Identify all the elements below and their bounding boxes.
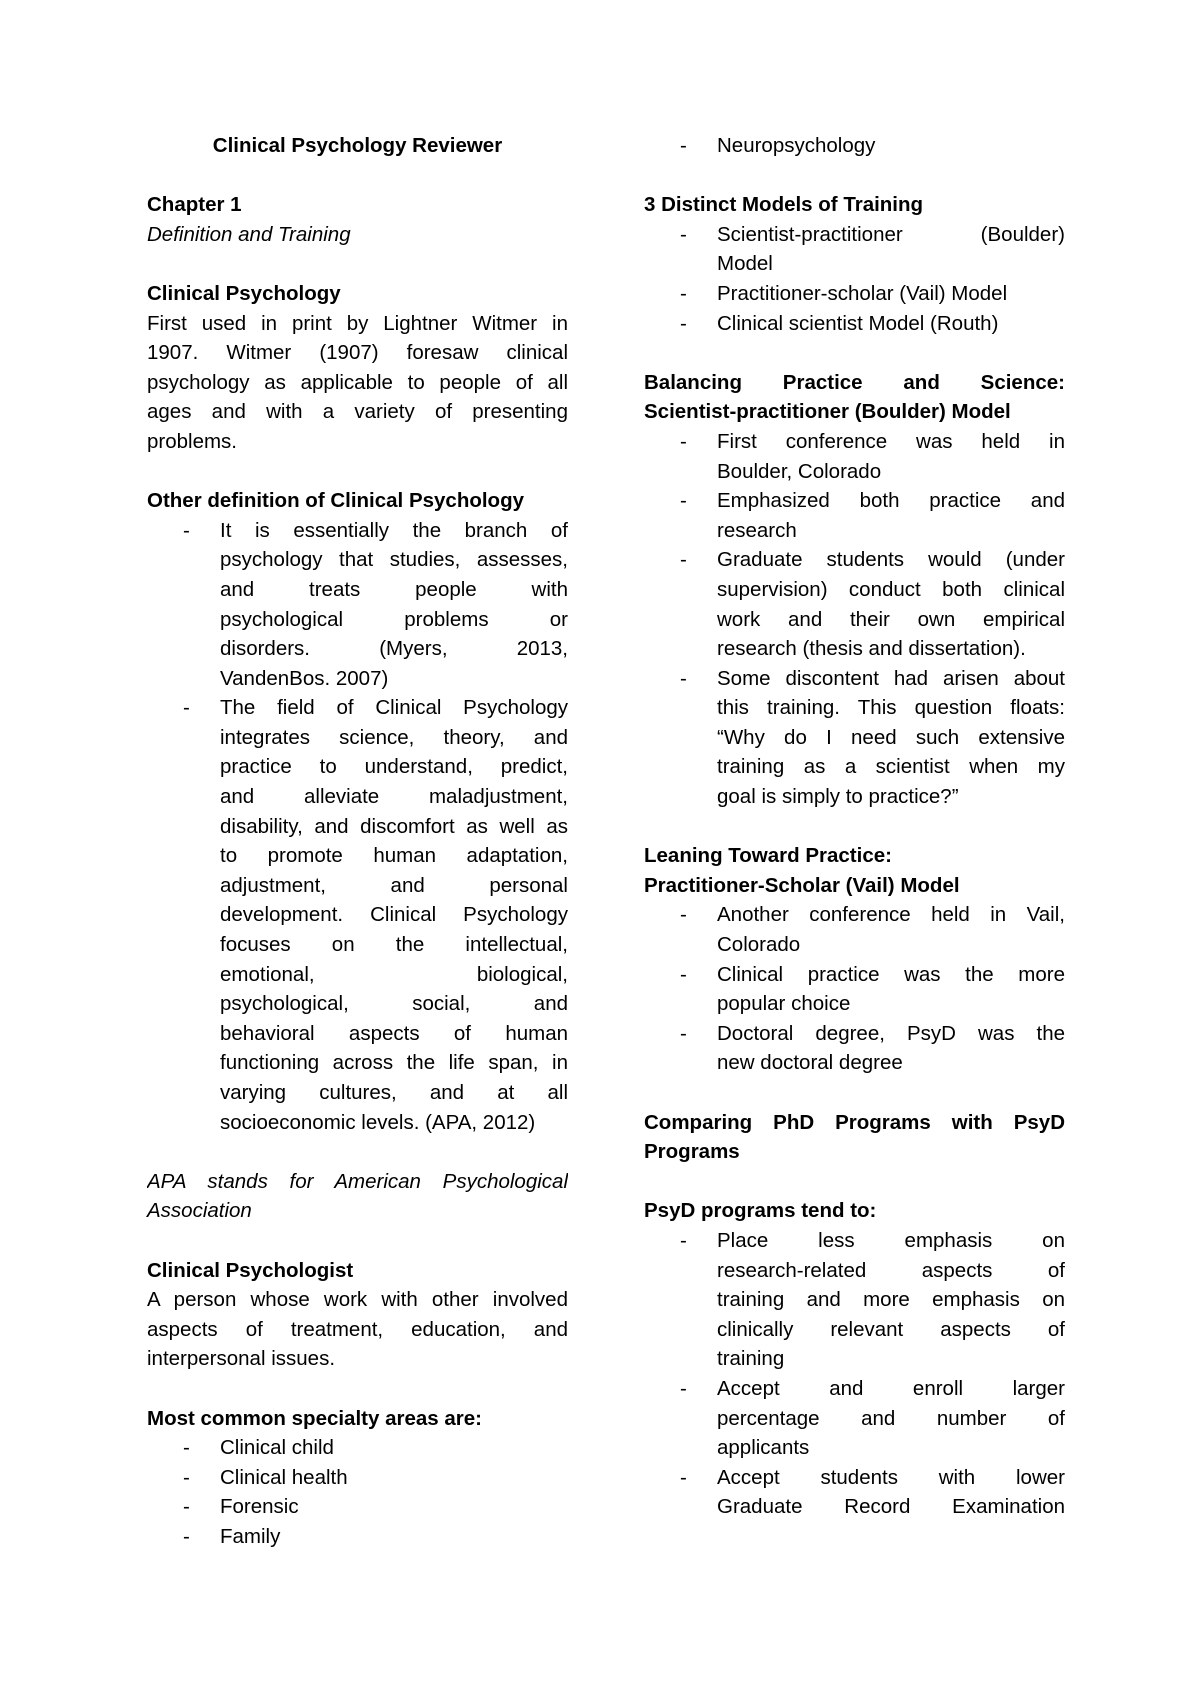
list-item-continued: popular choice xyxy=(717,992,851,1016)
list-item-continued: new doctoral degree xyxy=(717,1051,903,1075)
list-item-continued: emotional, biological, xyxy=(220,962,568,986)
bullet-dash: - xyxy=(183,1524,190,1548)
list-item-continued: socioeconomic levels. (APA, 2012) xyxy=(220,1110,536,1134)
apa-note-line: Association xyxy=(147,1199,252,1223)
list-item-continued: psychological, social, and xyxy=(220,992,568,1016)
section-heading: 3 Distinct Models of Training xyxy=(644,193,924,217)
list-item-continued: percentage and number of xyxy=(717,1406,1065,1430)
list-item: - Place less emphasis on xyxy=(644,1226,1065,1256)
bullet-dash: - xyxy=(680,281,687,305)
paragraph-line: interpersonal issues. xyxy=(147,1347,336,1371)
section-heading: Comparing PhD Programs with PsyD xyxy=(644,1110,1065,1134)
chapter-subtitle: Definition and Training xyxy=(147,222,351,246)
list-item-continued: training as a scientist when my xyxy=(717,755,1065,779)
list-item-continued: psychology that studies, assesses, xyxy=(220,548,568,572)
section-heading: Most common specialty areas are: xyxy=(147,1406,482,1430)
list-item-continued: goal is simply to practice?” xyxy=(717,785,959,809)
list-item: - The field of Clinical Psychology xyxy=(147,693,568,723)
bullet-dash: - xyxy=(680,1376,687,1400)
list-item-continued: behavioral aspects of human xyxy=(220,1021,568,1045)
section-heading: Clinical Psychology xyxy=(147,281,341,305)
list-item-continued: VandenBos. 2007) xyxy=(220,666,389,690)
list-item-continued: and treats people with xyxy=(220,577,568,601)
list-item-continued: to promote human adaptation, xyxy=(220,844,568,868)
list-item-continued: “Why do I need such extensive xyxy=(717,725,1065,749)
right-column xyxy=(644,131,1065,1522)
list-item-continued: supervision) conduct both clinical xyxy=(717,577,1065,601)
list-item-continued: focuses on the intellectual, xyxy=(220,933,568,957)
list-item: - Accept students with lower xyxy=(644,1463,1065,1493)
bullet-dash: - xyxy=(680,134,687,157)
bullet-dash: - xyxy=(680,489,687,513)
list-item: - Family xyxy=(147,1522,568,1552)
bullet-dash: - xyxy=(680,1228,687,1252)
list-item: - Clinical child xyxy=(147,1433,568,1463)
bullet-dash: - xyxy=(183,1465,190,1489)
bullet-dash: - xyxy=(680,429,687,453)
list-item-continued: psychological problems or xyxy=(220,607,568,631)
apa-note-line: APA stands for American Psychological xyxy=(147,1169,568,1193)
paragraph-line: problems. xyxy=(147,429,238,453)
list-item-continued: Graduate Record Examination xyxy=(717,1495,1065,1519)
list-item-continued: functioning across the life span, in xyxy=(220,1051,568,1075)
document-title: Clinical Psychology Reviewer xyxy=(212,134,503,157)
list-item-continued: research-related aspects of xyxy=(717,1258,1065,1282)
list-item: - Accept and enroll larger xyxy=(644,1374,1065,1404)
list-item: - Some discontent had arisen about xyxy=(644,664,1065,694)
list-item: - Another conference held in Vail, xyxy=(644,900,1065,930)
bullet-dash: - xyxy=(183,696,190,720)
list-item: - First conference was held in xyxy=(644,427,1065,457)
bullet-dash: - xyxy=(680,548,687,572)
list-item: - Neuropsychology xyxy=(644,131,1065,161)
bullet-dash: - xyxy=(680,222,687,246)
bullet-dash: - xyxy=(680,1021,687,1045)
paragraph-line: A person whose work with other involved xyxy=(147,1288,568,1312)
list-item-continued: clinically relevant aspects of xyxy=(717,1317,1065,1341)
list-item: - Forensic xyxy=(147,1492,568,1522)
list-item-continued: adjustment, and personal xyxy=(220,873,568,897)
list-item-continued: training xyxy=(717,1347,785,1371)
list-item: - Emphasized both practice and xyxy=(644,486,1065,516)
section-heading: Programs xyxy=(644,1140,740,1164)
list-item: - Clinical health xyxy=(147,1463,568,1493)
list-item-continued: training and more emphasis on xyxy=(717,1288,1065,1312)
list-item-continued: development. Clinical Psychology xyxy=(220,903,568,927)
bullet-dash: - xyxy=(183,1436,190,1460)
section-heading: Leaning Toward Practice: xyxy=(644,844,892,868)
bullet-dash: - xyxy=(183,518,190,542)
list-item: - Graduate students would (under xyxy=(644,545,1065,575)
list-item-continued: applicants xyxy=(717,1436,810,1460)
section-heading: Practitioner-Scholar (Vail) Model xyxy=(644,873,960,897)
bullet-dash: - xyxy=(680,903,687,927)
list-item: - It is essentially the branch of xyxy=(147,516,568,546)
list-item-continued: research (thesis and dissertation). xyxy=(717,637,1026,661)
bullet-dash: - xyxy=(680,311,687,335)
paragraph-line: psychology as applicable to people of all xyxy=(147,370,568,394)
left-column xyxy=(147,131,568,1552)
list-item-continued: and alleviate maladjustment, xyxy=(220,785,568,809)
list-item: - Practitioner-scholar (Vail) Model xyxy=(644,279,1065,309)
list-item-continued: integrates science, theory, and xyxy=(220,725,568,749)
list-item-continued: Colorado xyxy=(717,933,801,957)
list-item-continued: work and their own empirical xyxy=(717,607,1065,631)
list-item-continued: varying cultures, and at all xyxy=(220,1081,568,1104)
section-heading: Clinical Psychologist xyxy=(147,1258,354,1282)
bullet-dash: - xyxy=(680,962,687,986)
list-item: - Doctoral degree, PsyD was the xyxy=(644,1019,1065,1049)
list-item-continued: Model xyxy=(717,252,773,276)
chapter-heading: Chapter 1 xyxy=(147,193,242,217)
paragraph-line: aspects of treatment, education, and xyxy=(147,1317,568,1341)
list-item-continued: research xyxy=(717,518,797,542)
paragraph-line: First used in print by Lightner Witmer in xyxy=(147,311,568,335)
bullet-dash: - xyxy=(183,1495,190,1519)
section-heading: PsyD programs tend to: xyxy=(644,1199,877,1223)
bullet-dash: - xyxy=(680,1465,687,1489)
list-item: - Scientist-practitioner (Boulder) xyxy=(644,220,1065,250)
section-heading: Scientist-practitioner (Boulder) Model xyxy=(644,400,1011,424)
list-item: - Clinical practice was the more xyxy=(644,960,1065,990)
list-item: - Clinical scientist Model (Routh) xyxy=(644,309,1065,339)
list-item-continued: Boulder, Colorado xyxy=(717,459,882,483)
paragraph-line: 1907. Witmer (1907) foresaw clinical xyxy=(147,341,568,365)
section-heading: Other definition of Clinical Psychology xyxy=(147,489,525,513)
paragraph-line: ages and with a variety of presenting xyxy=(147,400,568,424)
section-heading: Balancing Practice and Science: xyxy=(644,370,1065,394)
bullet-dash: - xyxy=(680,666,687,690)
list-item-continued: disability, and discomfort as well as xyxy=(220,814,568,838)
list-item-continued: this training. This question floats: xyxy=(717,696,1065,720)
list-item-continued: disorders. (Myers, 2013, xyxy=(220,637,568,661)
list-item-continued: practice to understand, predict, xyxy=(220,755,568,779)
